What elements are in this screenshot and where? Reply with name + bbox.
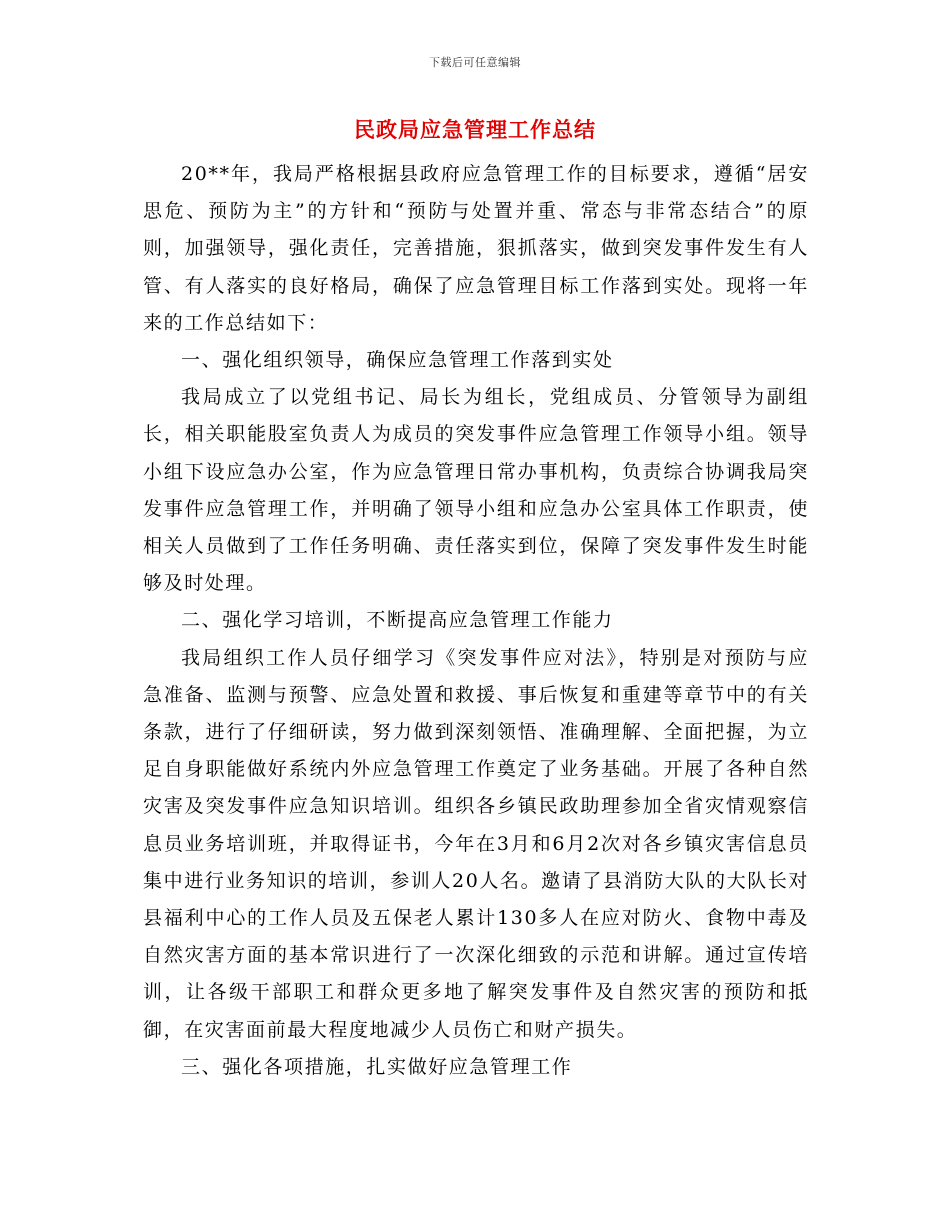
section-heading-2: 二、强化学习培训，不断提高应急管理工作能力 [181,609,614,632]
document-body [143,156,809,1086]
section-heading-3: 三、强化各项措施，扎实做好应急管理工作 [181,1055,573,1078]
document-title: 民政局应急管理工作总结 [354,118,596,142]
section-2-paragraph: 我局组织工作人员仔细学习《突发事件应对法》，特别是对预防与应急准备、监测与预警、应急处置和救援、事后恢复和重建等章节中的有关条款，进行了仔细研读，努力做到深刻领悟、准确理解、全面把握，为立足自身职能做好系统内外应急管理工作奠定了业务基础。开展了各种自然灾害及突发事件应急知识培训。组织各乡镇民政助理参加全省灾情观察信息员业务培训班，并取得证书，今年在3月和6月2次对各乡镇灾害信息员集中进行业务知识的培训，参训人20人名。邀请了县消防大队的大队长对县福利中心的工作人员及五保老人累计130多人在应对防火、食物中毒及自然灾害方面的基本常识进行了一次深化细致的示范和讲解。通过宣传培训，让各级干部职工和群众更多地了解突发事件及自然灾害的预防和抵御，在灾害面前最大程度地减少人员伤亡和财产损失。 [143,646,809,1041]
section-1-paragraph: 我局成立了以党组书记、局长为组长，党组成员、分管领导为副组长，相关职能股室负责人为成员的突发事件应急管理工作领导小组。领导小组下设应急办公室，作为应急管理日常办事机构，负责综合协调我局突发事件应急管理工作，并明确了领导小组和应急办公室具体工作职责，使相关人员做到了工作任务明确、责任落实到位，保障了突发事件发生时能够及时处理。 [143,386,809,595]
header-note: 下载后可任意编辑 [429,56,521,69]
intro-paragraph: 20**年，我局严格根据县政府应急管理工作的目标要求，遵循“居安思危、预防为主”的方针和“预防与处置并重、常态与非常态结合”的原则，加强领导，强化责任，完善措施，狠抓落实，做到突发事件发生有人管、有人落实的良好格局，确保了应急管理目标工作落到实处。现将一年来的工作总结如下： [143,163,809,334]
section-heading-1: 一、强化组织领导，确保应急管理工作落到实处 [181,349,614,372]
